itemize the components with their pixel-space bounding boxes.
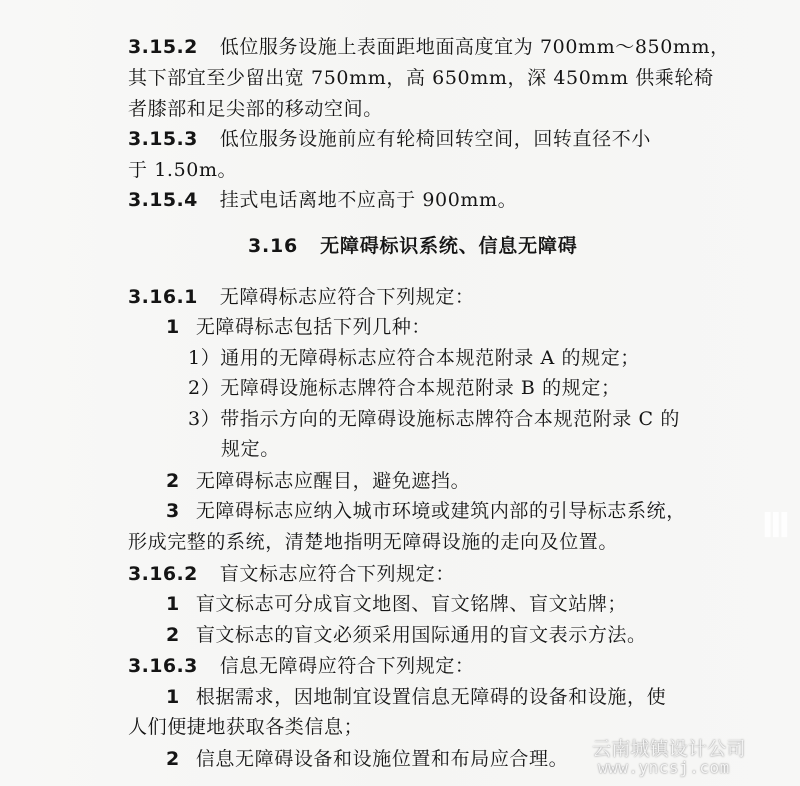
list-item-2 [166,747,568,772]
section-3-15-2-line-3: 者膝部和足尖部的移动空间。 [128,98,383,120]
nested-list-number: 2） [188,377,221,399]
list-item-1-line-2: 人们便捷地获取各类信息； [128,716,364,738]
section-number: 3.16.2 [128,563,198,585]
section-3-16-1 [128,285,475,310]
heading-title: 无障碍标识系统、信息无障碍 [320,235,578,257]
list-number: 2 [166,624,180,646]
nested-list-item-3-line-1 [188,407,680,432]
watermark-company-name: 云南城镇设计公司 [592,738,746,760]
section-number: 3.15.3 [128,128,198,150]
list-text: 无障碍标志包括下列几种： [195,316,432,338]
section-3-16-3 [128,654,475,679]
list-item-1-line-1 [166,685,666,710]
list-text: 无障碍标志应醒目，避免遮挡。 [195,470,471,492]
section-3-15-3-line-1 [128,127,651,152]
list-text: 根据需求，因地制宜设置信息无障碍的设备和设施，使 [195,686,667,708]
list-number: 3 [166,500,180,522]
watermark-url: www.yncsj.com [598,758,730,777]
section-text: 低位服务设施上表面距地面高度宜为 700mm～850mm， [219,36,730,58]
section-text: 挂式电话离地不应高于 900mm。 [219,189,518,211]
list-number: 2 [166,748,180,770]
section-number: 3.15.4 [128,189,198,211]
nested-list-item-2 [188,376,621,401]
section-heading-3-16 [248,231,578,258]
section-3-15-4 [128,188,517,213]
list-item-1 [166,592,627,617]
nested-list-text: 无障碍设施标志牌符合本规范附录 B 的规定； [220,377,621,399]
list-text: 盲文标志的盲文必须采用国际通用的盲文表示方法。 [195,624,647,646]
section-3-15-3-line-2: 于 1.50m。 [128,159,238,181]
edge-text-fragment: lll [762,506,787,545]
list-number: 2 [166,470,180,492]
list-number: 1 [166,316,180,338]
section-number: 3.15.2 [128,36,198,58]
nested-list-text: 带指示方向的无障碍设施标志牌符合本规范附录 C 的 [220,408,680,430]
section-number: 3.16.1 [128,286,198,308]
nested-list-number: 1） [188,347,221,369]
section-3-16-2 [128,562,455,587]
section-text: 盲文标志应符合下列规定： [219,563,455,585]
nested-list-item-1 [188,346,640,371]
list-number: 1 [166,686,180,708]
list-number: 1 [166,593,180,615]
list-item-2 [166,623,647,648]
list-item-2 [166,469,470,494]
nested-list-text: 通用的无障碍标志应符合本规范附录 A 的规定； [220,347,640,369]
section-text: 信息无障碍应符合下列规定： [219,655,475,677]
list-text: 无障碍标志应纳入城市环境或建筑内部的引导标志系统， [195,500,686,522]
section-3-15-2-line-2: 其下部宜至少留出宽 750mm，高 650mm，深 450mm 供乘轮椅 [128,67,714,89]
section-number: 3.16.3 [128,655,198,677]
section-3-15-2-line-1 [128,35,730,60]
list-item-3-line-2: 形成完整的系统，清楚地指明无障碍设施的走向及位置。 [128,531,619,553]
list-text: 盲文标志可分成盲文地图、盲文铭牌、盲文站牌； [195,593,628,615]
nested-list-item-3-line-2: 规定。 [221,438,280,460]
section-text: 低位服务设施前应有轮椅回转空间，回转直径不小 [219,128,651,150]
section-text: 无障碍标志应符合下列规定： [219,286,475,308]
list-text: 信息无障碍设备和设施位置和布局应合理。 [195,748,569,770]
heading-number: 3.16 [248,235,299,257]
nested-list-number: 3） [188,408,221,430]
list-item-3-line-1 [166,499,686,524]
list-item-1 [166,315,431,340]
